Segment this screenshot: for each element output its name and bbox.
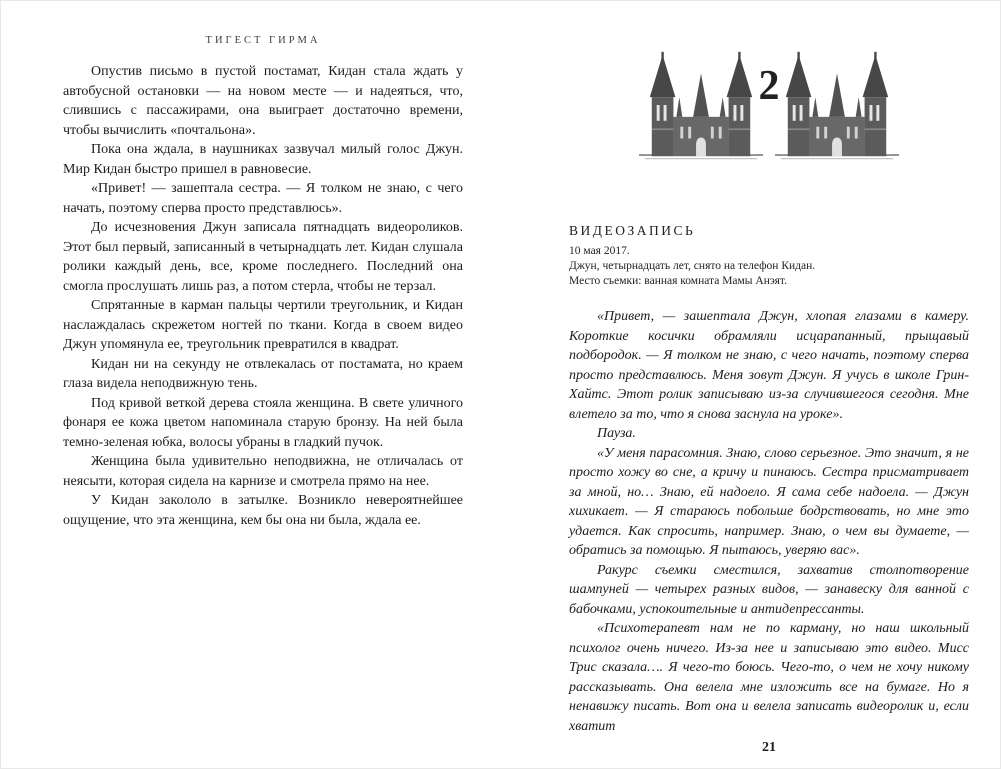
meta-date: 10 мая 2017. bbox=[569, 245, 630, 257]
body-paragraph: «Привет! — зашептала сестра. — Я толком не знаю, с чего начать, поэтому сперва просто представлюсь». bbox=[63, 181, 463, 216]
meta-subject: Джун, четырнадцать лет, снято на телефон Кидан. bbox=[569, 260, 816, 272]
section-title: ВИДЕОЗАПИСЬ bbox=[569, 223, 696, 238]
transcript-paragraph: «Привет, — зашептала Джун, хлопая глазами в камеру. Короткие косички обрамляли исцарапанный, прыщавый подбородок. — Я толком не знаю, с чего начать, поэтому сперва просто представлюсь. Меня зовут Джун. Я учусь в школе Грин-Хайтс. Этот ролик записываю из-за случившегося сегодня. Мне влетело за то, что я снова заснула на уроке». bbox=[569, 309, 969, 422]
right-page bbox=[569, 1, 969, 769]
transcript-paragraph: Ракурс съемки сместился, захватив столпотворение шампуней — четырех разных видов, — занавеску для ванной с бабочками, успокоительные и антидепрессанты. bbox=[569, 562, 969, 617]
left-page bbox=[63, 1, 463, 769]
body-paragraph: До исчезновения Джун записала пятнадцать видеороликов. Этот был первый, записанный в четырнадцать лет. Кидан слушала ролики каждый день, все, кроме последнего. Последний она смогла прослушать лишь раз, а потом стерла, чтобы не терзал. bbox=[63, 220, 463, 294]
chapter-number: 2 bbox=[758, 63, 780, 109]
body-paragraph: Женщина была удивительно неподвижна, не отличалась от неясыти, которая сидела на карнизе и смотрела прямо на нее. bbox=[63, 454, 463, 489]
cathedral-engraving-right-icon bbox=[773, 51, 901, 163]
recording-meta bbox=[569, 244, 969, 289]
transcript-paragraph: «Психотерапевт нам не по карману, но наш школьный психолог очень ничего. Из-за нее и записываю это видео. Мисс Трис сказала…. Я чего-то боюсь. Чего-то, о чем не хочу никому рассказывать. Она велела мне изложить все на бумаге. Но я ненавижу писать. Вот она и велела записать видеоролик и, если хватит bbox=[569, 621, 969, 734]
right-page-body bbox=[569, 307, 969, 736]
body-paragraph: Кидан ни на секунду не отвлекалась от постамата, но краем глаза видела неподвижную тень. bbox=[63, 356, 463, 391]
meta-location: Место съемки: ванная комната Мамы Анэят. bbox=[569, 275, 787, 287]
body-paragraph: Спрятанные в карман пальцы чертили треугольник, и Кидан наслаждалась скрежетом ногтей по ткани. Когда в своем видео Джун упомянула ее, треугольник превратился в квадрат. bbox=[63, 298, 463, 352]
body-paragraph: Пока она ждала, в наушниках зазвучал милый голос Джун. Мир Кидан быстро пришел в равновесие. bbox=[63, 142, 463, 177]
cathedral-engraving-left-icon bbox=[637, 51, 765, 163]
page-number: 21 bbox=[762, 740, 776, 755]
body-paragraph: Опустив письмо в пустой постамат, Кидан стала ждать у автобусной остановки — на новом месте — и надеяться, что, слившись с пассажирами, она выиграет достаточно времени, чтобы вычислить «почтальона». bbox=[63, 64, 463, 138]
transcript-paragraph: Пауза. bbox=[597, 426, 636, 441]
body-paragraph: У Кидан закололо в затылке. Возникло невероятнейшее ощущение, что эта женщина, кем бы она ни была, ждала ее. bbox=[63, 493, 463, 528]
running-header: ТИГЕСТ ГИРМА bbox=[205, 35, 321, 46]
body-paragraph: Под кривой веткой дерева стояла женщина. В свете уличного фонаря ее кожа цветом напоминала старую бронзу. На ней была темно-зеленая юбка, волосы убраны в гладкий пучок. bbox=[63, 395, 463, 450]
transcript-paragraph: «У меня парасомния. Знаю, слово серьезное. Это значит, я не просто хожу во сне, а кричу и пинаюсь. Сестра присматривает за мной, но… Знаю, ей надоело. Я сама себе надоела. — Джун хихикает. — Я стараюсь побольше бодрствовать, но мне это удается. Как спросить, например. Знаю, о чем вы думаете, — обратись за помощью. Я пытаюсь, уверяю вас». bbox=[569, 445, 969, 558]
left-page-body bbox=[63, 62, 463, 530]
chapter-ornament bbox=[569, 51, 969, 207]
